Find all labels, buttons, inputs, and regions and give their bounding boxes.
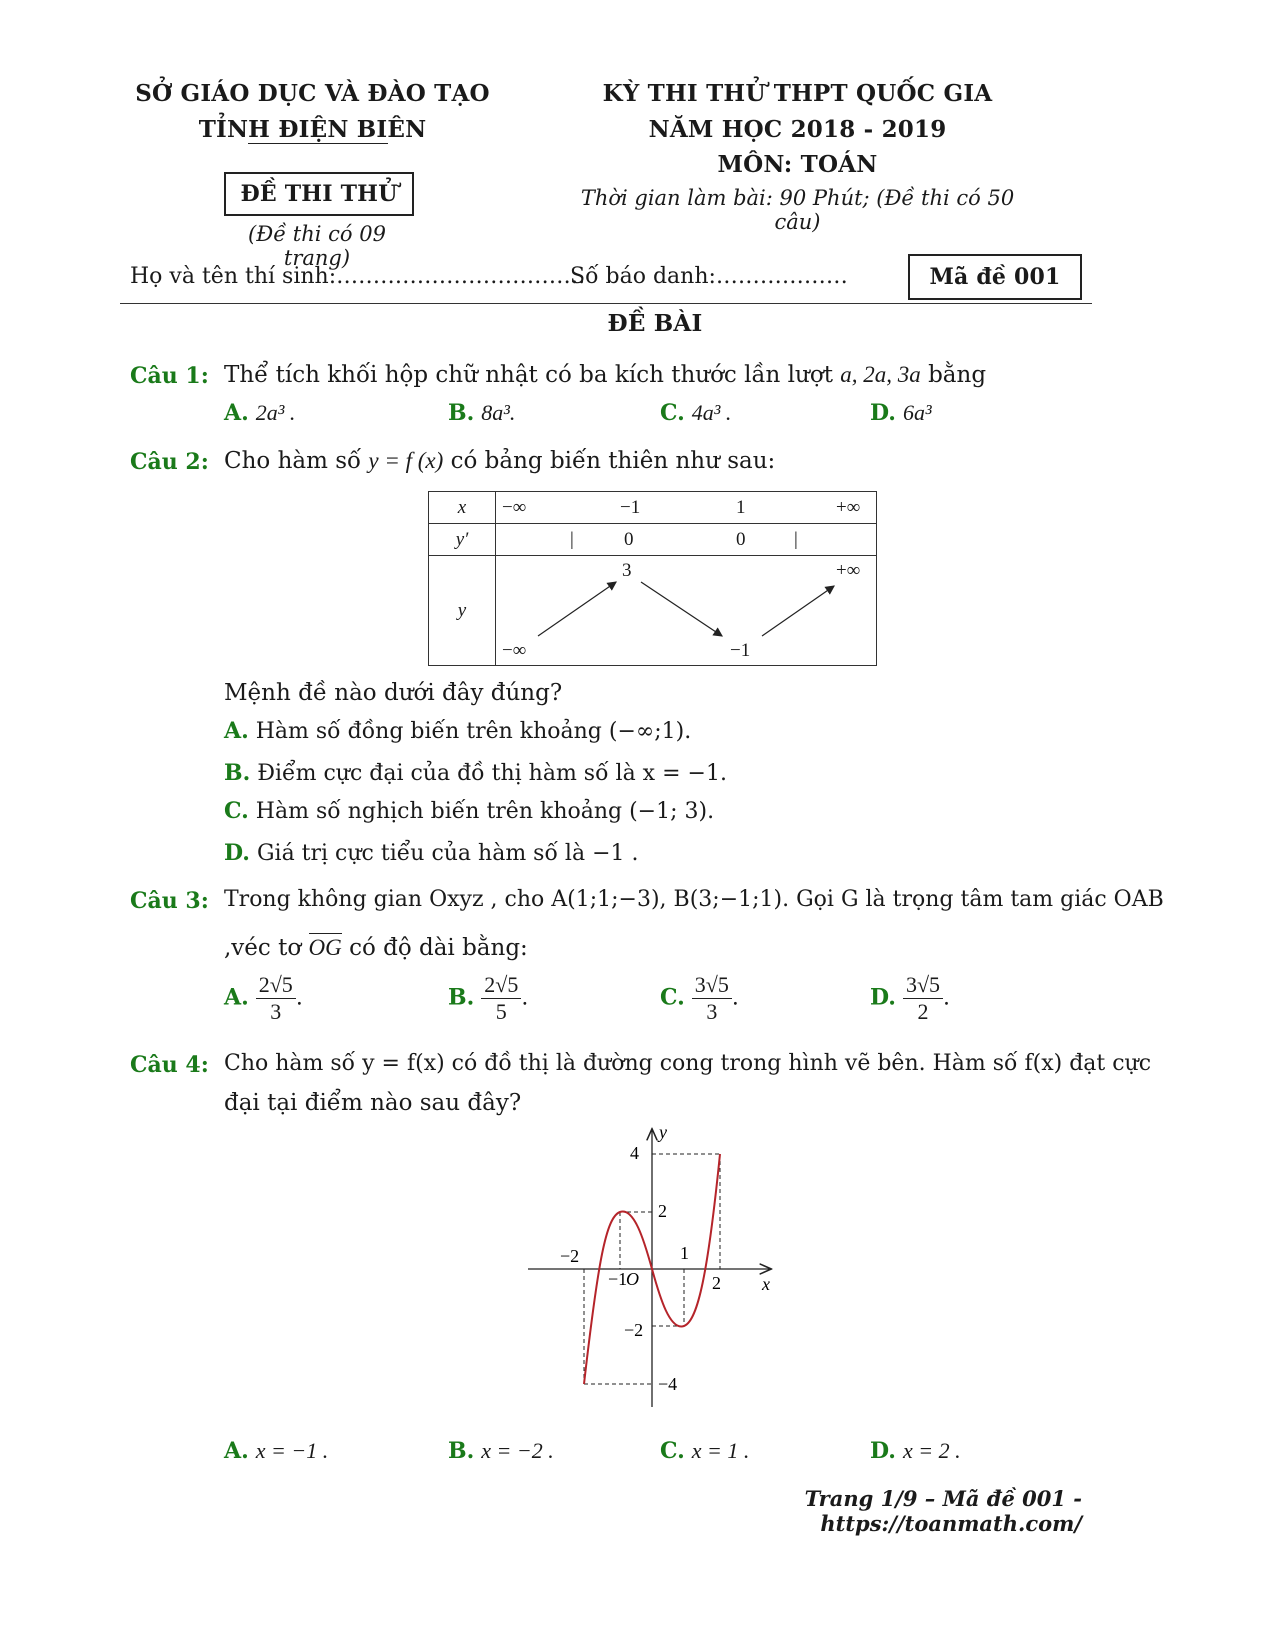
fraction: [692, 972, 732, 1025]
question-1-label: Câu 1:: [130, 363, 209, 389]
option-text: 8a³.: [481, 400, 516, 425]
q3-option-d[interactable]: D. $\frac{3√5}{2}$ .: [870, 972, 951, 1024]
q3-option-a[interactable]: A. $\frac{2√5}{3}$ .: [224, 972, 303, 1024]
q1-option-d[interactable]: [870, 400, 932, 426]
q3-option-c[interactable]: C. $\frac{3√5}{3}$ .: [660, 972, 739, 1024]
yp-value: |: [570, 529, 574, 550]
option-text: Hàm số đồng biến trên khoảng (−∞;1).: [255, 719, 692, 744]
question-3-line1: Trong không gian Oxyz , cho A(1;1;−3), B(3;−1;1). Gọi G là trọng tâm tam giác OAB: [224, 887, 1164, 912]
vector-og: OG: [308, 935, 342, 960]
department-name: SỞ GIÁO DỤC VÀ ĐÀO TẠO: [135, 80, 490, 107]
option-letter: A.: [224, 718, 249, 744]
row-yp-label: y′: [429, 524, 496, 556]
question-2-tail: có bảng biến thiên như sau:: [450, 448, 776, 474]
tick-label-x2: 2: [712, 1273, 721, 1293]
option-text: 2a³ .: [255, 400, 296, 425]
option-letter: D.: [870, 400, 896, 426]
q3-line2-post: có độ dài bằng:: [349, 935, 528, 961]
option-letter: B.: [448, 1438, 475, 1464]
y-value: +∞: [836, 560, 861, 581]
option-text: 6a³: [902, 400, 932, 425]
fraction: [481, 972, 521, 1025]
question-4-line2: đại tại điểm nào sau đây?: [224, 1090, 522, 1116]
q4-option-b[interactable]: [448, 1438, 554, 1464]
question-3-line2: [224, 935, 528, 961]
tick-label-x1: 1: [680, 1243, 689, 1263]
q3-option-b[interactable]: B. $\frac{2√5}{5}$ .: [448, 972, 529, 1024]
option-text: Giá trị cực tiểu của hàm số là −1 .: [256, 841, 639, 866]
arrow-increasing-2: [762, 586, 834, 636]
province-name: TỈNH ĐIỆN BIÊN: [198, 116, 427, 143]
option-letter: C.: [660, 400, 685, 426]
option-letter: B.: [448, 400, 475, 426]
row-y-values: [496, 556, 877, 666]
numerator: 2√5: [481, 972, 521, 999]
q2-option-b[interactable]: [224, 760, 727, 786]
exam-type-box: ĐỀ THI THỬ: [224, 172, 414, 216]
option-text: x = −1 .: [255, 1438, 329, 1463]
question-1-stem: Thể tích khối hộp chữ nhật có ba kích thước lần lượt: [224, 362, 833, 388]
yp-value: 0: [624, 529, 634, 550]
question-1-text: [224, 362, 986, 388]
variation-table: [428, 491, 877, 666]
question-2-stem: Cho hàm số: [224, 448, 362, 474]
question-4-line1: Cho hàm số y = f(x) có đồ thị là đường cong trong hình vẽ bên. Hàm số f(x) đạt cực: [224, 1051, 1152, 1076]
option-letter: B.: [224, 760, 251, 786]
fraction: [256, 972, 296, 1025]
school-year: NĂM HỌC 2018 - 2019: [648, 116, 947, 143]
option-text: Hàm số nghịch biến trên khoảng (−1; 3).: [255, 799, 715, 824]
origin-label: O: [626, 1269, 639, 1289]
pages-note: (Đề thi có 09 trang): [248, 222, 386, 270]
denominator: 5: [495, 999, 507, 1024]
question-1-math: a, 2a, 3a: [840, 362, 921, 387]
question-1-tail: bằng: [928, 362, 987, 388]
question-2-prompt: Mệnh đề nào dưới đây đúng?: [224, 680, 563, 706]
question-2-math: y = f (x): [368, 448, 444, 473]
tick-label-xm2: −2: [560, 1246, 580, 1266]
q3-line2-pre: ,véc tơ: [224, 935, 302, 961]
denominator: 3: [706, 999, 718, 1024]
x-value: −1: [620, 497, 641, 518]
y-value: −∞: [502, 640, 527, 661]
option-letter: C.: [224, 798, 249, 824]
option-text: 4a³ .: [691, 400, 732, 425]
q1-option-a[interactable]: [224, 400, 295, 426]
q2-option-d[interactable]: [224, 840, 638, 866]
x-value: 1: [736, 497, 746, 518]
q2-option-c[interactable]: [224, 798, 714, 824]
student-name-field: Họ và tên thí sinh:…………………………….: [130, 264, 586, 289]
question-2-text: [224, 448, 775, 474]
variation-arrows: [496, 556, 876, 666]
numerator: 3√5: [903, 972, 943, 999]
row-yp-values: [496, 524, 877, 556]
option-text: x = 1 .: [691, 1438, 750, 1463]
time-note: Thời gian làm bài: 90 Phút; (Đề thi có 50 câu): [580, 186, 1015, 234]
question-2-label: Câu 2:: [130, 449, 209, 475]
y-axis-label: y: [659, 1122, 667, 1142]
row-y-label: y: [429, 556, 496, 666]
option-letter: D.: [870, 1438, 896, 1464]
option-letter: A.: [224, 400, 249, 426]
fraction: [903, 972, 943, 1025]
subject: MÔN: TOÁN: [717, 151, 878, 178]
denominator: 2: [917, 999, 929, 1024]
numerator: 3√5: [692, 972, 732, 999]
tick-label-xm1: −1: [608, 1269, 628, 1289]
header-divider: [120, 303, 1092, 304]
header-underline: [248, 143, 388, 144]
option-letter: D.: [224, 840, 250, 866]
question-3-label: Câu 3:: [130, 888, 209, 914]
option-letter: D.: [870, 984, 896, 1011]
option-letter: C.: [660, 984, 685, 1011]
tick-label-y2: 2: [658, 1201, 667, 1221]
x-value: +∞: [836, 497, 861, 518]
option-text: x = 2 .: [902, 1438, 961, 1463]
exam-title: KỲ THI THỬ THPT QUỐC GIA: [602, 80, 993, 107]
arrow-increasing-1: [538, 582, 616, 636]
q2-option-a[interactable]: [224, 718, 691, 744]
q4-option-a[interactable]: [224, 1438, 328, 1464]
tick-label-ym2: −2: [624, 1320, 644, 1340]
row-x-label: x: [429, 492, 496, 524]
page-footer: Trang 1/9 – Mã đề 001 - https://toanmath.com/: [804, 1486, 1082, 1536]
tick-label-y4: 4: [630, 1143, 639, 1163]
function-graph: [520, 1122, 790, 1412]
option-letter: C.: [660, 1438, 685, 1464]
q4-option-c[interactable]: [660, 1438, 749, 1464]
yp-value: 0: [736, 529, 746, 550]
x-value: −∞: [502, 497, 527, 518]
section-title: ĐỀ BÀI: [607, 310, 703, 337]
x-axis-label: x: [762, 1274, 770, 1294]
q1-option-b[interactable]: [448, 400, 515, 426]
y-value: −1: [730, 640, 751, 661]
option-letter: B.: [448, 984, 475, 1011]
yp-value: |: [794, 529, 798, 550]
q1-option-c[interactable]: [660, 400, 731, 426]
option-letter: A.: [224, 984, 249, 1011]
arrow-decreasing: [641, 582, 722, 636]
option-text: Điểm cực đại của đồ thị hàm số là x = −1.: [257, 761, 727, 786]
q4-option-d[interactable]: [870, 1438, 961, 1464]
student-id-field: Số báo danh:………………: [570, 264, 848, 289]
exam-code-box: Mã đề 001: [908, 254, 1082, 300]
row-x-values: [496, 492, 877, 524]
option-letter: A.: [224, 1438, 249, 1464]
question-4-label: Câu 4:: [130, 1052, 209, 1078]
y-value: 3: [622, 560, 632, 581]
tick-label-ym4: −4: [658, 1374, 678, 1394]
option-text: x = −2 .: [481, 1438, 554, 1463]
denominator: 3: [270, 999, 282, 1024]
numerator: 2√5: [256, 972, 296, 999]
